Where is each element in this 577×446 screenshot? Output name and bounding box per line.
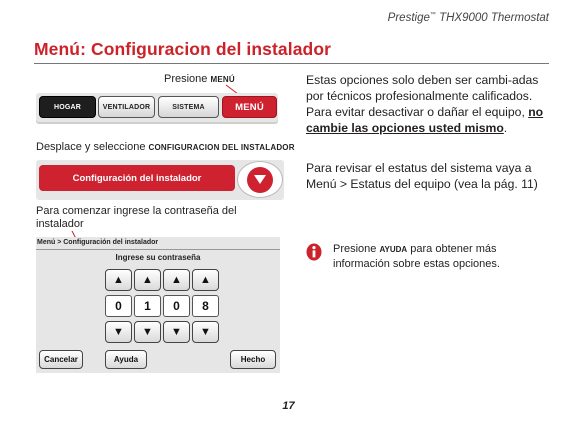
warning-end: . — [503, 121, 508, 135]
password-screen — [36, 237, 280, 373]
info-icon — [306, 243, 322, 261]
digit2-down-button[interactable]: ▼ — [134, 321, 161, 343]
warning-paragraph — [306, 72, 551, 136]
digit1-up-button[interactable]: ▲ — [105, 269, 132, 291]
step2-caption-key: CONFIGURACION DEL INSTALADOR — [148, 143, 295, 152]
scroll-down-button[interactable] — [237, 161, 283, 198]
help-note-suffix: para obtener más información sobre estas opciones. — [333, 243, 500, 270]
digit2-up-button[interactable]: ▲ — [134, 269, 161, 291]
brand-name: Prestige — [387, 12, 430, 24]
model-name: THX9000 Thermostat — [439, 12, 549, 24]
step1-caption-prefix: Presione — [164, 73, 208, 85]
digit1-down-button[interactable]: ▼ — [105, 321, 132, 343]
down-arrow-icon — [247, 167, 273, 193]
tab-sistema[interactable]: SISTEMA — [158, 96, 219, 118]
installer-config-button[interactable]: Configuración del instalador — [39, 165, 235, 191]
trademark-mark: ™ — [429, 12, 436, 19]
tab-hogar[interactable]: HOGAR — [39, 96, 96, 118]
status-paragraph: Para revisar el estatus del sistema vaya a Menú > Estatus del equipo (vea la pág. 11) — [306, 161, 538, 191]
digit4-down-button[interactable]: ▼ — [192, 321, 219, 343]
digit-2-display: 1 — [134, 295, 161, 317]
tab-menu[interactable]: MENÚ — [222, 96, 277, 118]
digit3-down-button[interactable]: ▼ — [163, 321, 190, 343]
step1-caption-key: MENÚ — [210, 75, 235, 84]
screen-divider — [36, 249, 280, 250]
breadcrumb: Menú > Configuración del instalador — [37, 239, 159, 246]
digit-4-display: 8 — [192, 295, 219, 317]
digit-3-display: 0 — [163, 295, 190, 317]
warning-text: Estas opciones solo deben ser cambi-adas por técnicos profesionalmente calificados. Para evitar desactivar o dañar el equipo, — [306, 73, 539, 119]
warning-emphasis: no cambie las opciones usted mismo — [306, 105, 544, 135]
tab-ventilador[interactable]: VENTILADOR — [98, 96, 155, 118]
installer-config-panel — [36, 160, 284, 200]
digit4-up-button[interactable]: ▲ — [192, 269, 219, 291]
step2-caption — [36, 141, 295, 154]
password-prompt: Ingrese su contraseña — [115, 253, 201, 262]
digit-1-display: 0 — [105, 295, 132, 317]
help-note-prefix: Presione — [333, 243, 377, 255]
cancel-button[interactable]: Cancelar — [39, 350, 83, 369]
done-button[interactable]: Hecho — [230, 350, 276, 369]
help-button[interactable]: Ayuda — [105, 350, 147, 369]
help-note-key: AYUDA — [379, 245, 408, 254]
page-title: Menú: Configuracion del instalador — [34, 39, 332, 59]
digit3-up-button[interactable]: ▲ — [163, 269, 190, 291]
step2-caption-prefix: Desplace y seleccione — [36, 141, 146, 153]
home-tab-bar — [36, 93, 278, 124]
help-note — [333, 242, 553, 271]
step3-caption: Para comenzar ingrese la contraseña del instalador — [36, 205, 237, 230]
page-number: 17 — [282, 400, 295, 412]
